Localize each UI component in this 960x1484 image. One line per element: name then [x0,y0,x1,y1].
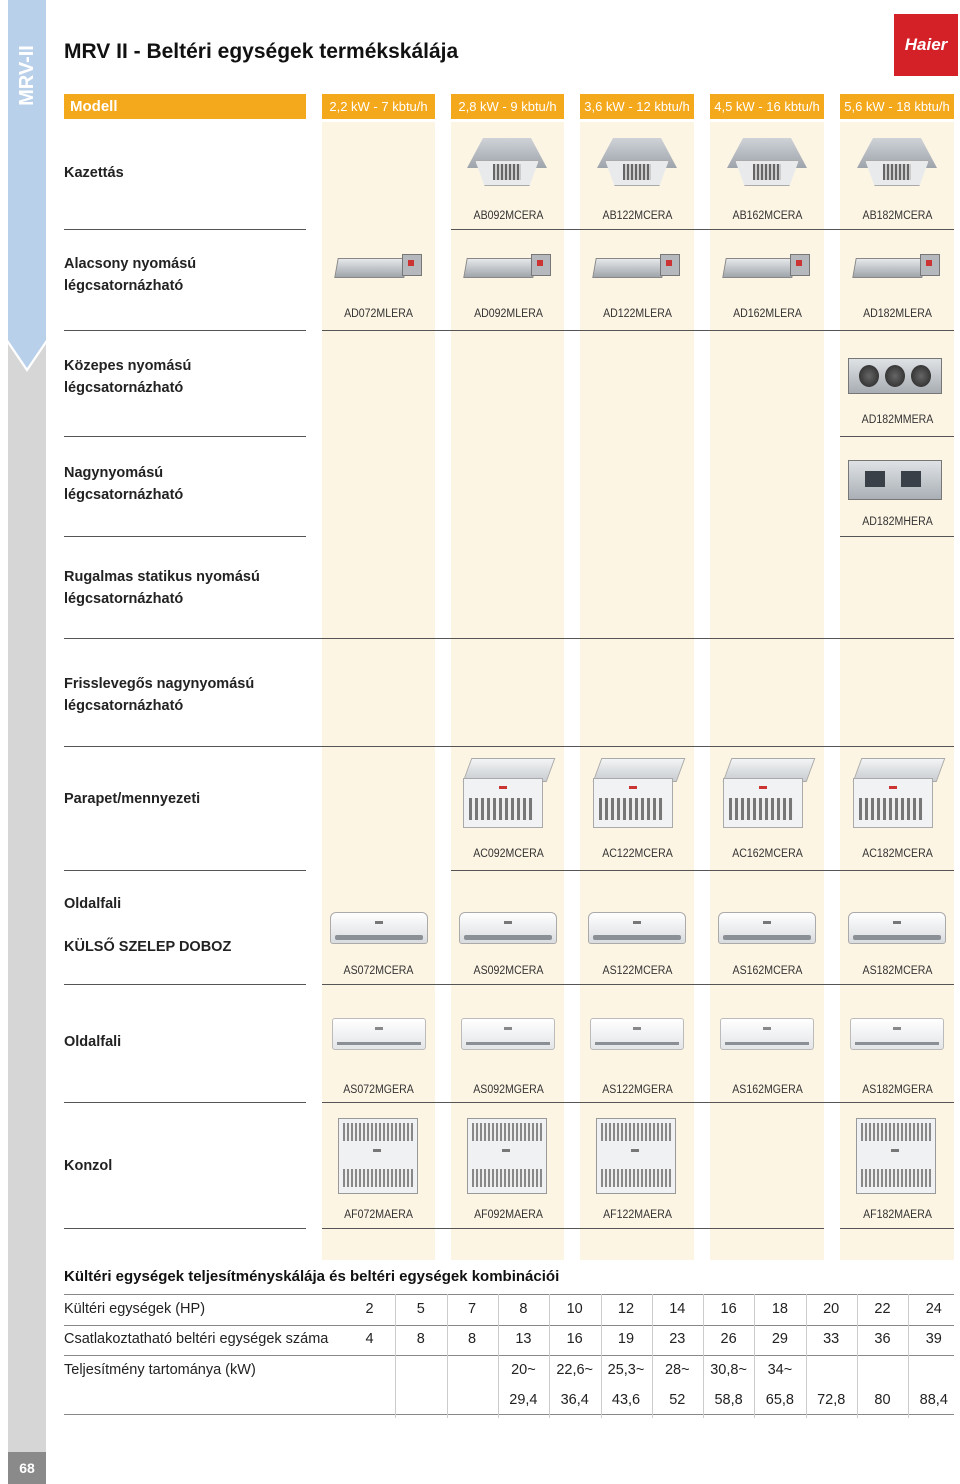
ceiling-unit-image [853,758,941,830]
model-code: AS092MCERA [473,965,544,977]
console-unit-image [596,1118,676,1194]
table-cell: 4 [365,1331,374,1347]
row-label-parapet: Parapet/mennyezeti [64,791,201,807]
row-label-oldalfali-2: Oldalfali [64,1034,122,1050]
model-code: AS122MGERA [602,1084,673,1096]
table-cell: 72,8 [817,1392,846,1408]
table-cell: 43,6 [611,1392,641,1408]
header-capacity-1: 2,2 kW - 7 kbtu/h [322,94,435,119]
table-divider [601,1294,602,1418]
ceiling-unit-image [593,758,681,830]
table-cell: 20 [823,1301,840,1317]
row-label-capacity-range: Teljesítmény tartománya (kW) [64,1362,256,1378]
table-cell: 8 [519,1301,528,1317]
wall-unit-image [332,1018,426,1050]
table-divider [447,1294,448,1418]
wall-unit-image [459,912,557,944]
model-code: AC092MCERA [473,848,544,860]
table-cell: 33 [823,1331,840,1347]
wall-unit-image [718,912,816,944]
table-divider [498,1294,499,1418]
sidebar-gray [8,372,46,1452]
table-divider [395,1294,396,1418]
model-code: AD072MLERA [344,308,413,320]
duct-unit-image [854,254,940,280]
console-unit-image [467,1118,547,1194]
table-cell: 26 [720,1331,737,1347]
console-unit-image [338,1118,418,1194]
table-cell: 29 [771,1331,788,1347]
model-code: AC122MCERA [602,848,673,860]
model-code: AD182MLERA [863,308,932,320]
model-code: AB092MCERA [473,210,544,222]
table-cell: 23 [669,1331,686,1347]
table-cell: 52 [669,1392,686,1408]
ceiling-unit-image [723,758,811,830]
console-unit-image [856,1118,936,1194]
model-code: AS182MCERA [862,965,933,977]
table-divider [703,1294,704,1418]
model-code: AF072MAERA [344,1209,413,1221]
model-code: AB162MCERA [732,210,803,222]
model-code: AD182MHERA [862,516,933,528]
row-label-outdoor-hp: Kültéri egységek (HP) [64,1301,206,1317]
duct-unit-image [336,254,422,280]
header-capacity-5: 5,6 kW - 18 kbtu/h [840,94,954,119]
row-label-indoor-count: Csatlakoztatható beltéri egységek száma [64,1331,329,1347]
table-cell: 14 [669,1301,686,1317]
table-cell: 5 [416,1301,425,1317]
model-code: AS122MCERA [602,965,673,977]
table-cell: 8 [416,1331,425,1347]
table-cell: 22 [874,1301,891,1317]
model-code: AS182MGERA [862,1084,933,1096]
table-cell: 29,4 [509,1392,538,1408]
haier-logo: Haier [894,14,958,76]
cassette-unit-image [597,138,677,188]
model-code: AB122MCERA [602,210,673,222]
header-model: Modell [64,94,306,119]
table-cell: 7 [468,1301,477,1317]
ceiling-unit-image [463,758,551,830]
model-code: AC182MCERA [862,848,933,860]
cassette-unit-image [467,138,547,188]
table-cell: 8 [468,1331,477,1347]
table-divider [857,1294,858,1418]
table-divider [652,1294,653,1418]
model-code: AF122MAERA [603,1209,672,1221]
duct-unit-image [724,254,810,280]
table-cell: 18 [771,1301,788,1317]
cassette-unit-image [857,138,937,188]
header-capacity-2: 2,8 kW - 9 kbtu/h [451,94,564,119]
row-label-oldalfali-1: Oldalfali [64,896,122,912]
wall-unit-image [720,1018,814,1050]
table-cell: 39 [925,1331,942,1347]
page-title: MRV II - Beltéri egységek termékskálája [64,40,459,63]
page-number: 68 [8,1452,46,1484]
wall-unit-image [330,912,428,944]
duct-unit-image [594,254,680,280]
model-code: AB182MCERA [862,210,933,222]
table-cell: 34~ [767,1362,793,1378]
table-cell: 20~ [511,1362,536,1378]
row-label-konzol: Konzol [64,1158,113,1174]
model-code: AD182MMERA [861,414,934,426]
model-code: AC162MCERA [732,848,803,860]
table-cell: 28~ [664,1362,690,1378]
model-code: AD122MLERA [603,308,672,320]
table-divider [908,1294,909,1418]
table-cell: 88,4 [919,1392,948,1408]
sidebar-label: MRV-II [15,44,38,106]
header-capacity-3: 3,6 kW - 12 kbtu/h [580,94,694,119]
wall-unit-image [848,912,946,944]
table-divider [549,1294,550,1418]
table-cell: 19 [617,1331,635,1347]
model-code: AS162MGERA [732,1084,803,1096]
header-capacity-4: 4,5 kW - 16 kbtu/h [710,94,824,119]
model-code: AD162MLERA [733,308,802,320]
model-code: AF092MAERA [474,1209,543,1221]
table-cell: 25,3~ [607,1362,645,1378]
wall-unit-image [588,912,686,944]
row-label-rugalmas: Rugalmas statikus nyomású légcsatornázható [64,569,260,607]
model-code: AS072MGERA [343,1084,414,1096]
wall-unit-image [850,1018,944,1050]
table-cell: 80 [874,1392,891,1408]
table-cell: 36 [874,1331,891,1347]
table-divider [754,1294,755,1418]
row-label-kulso-szelep: KÜLSŐ SZELEP DOBOZ [64,939,232,955]
wall-unit-image [461,1018,555,1050]
duct-unit-image [465,254,551,280]
wall-unit-image [590,1018,684,1050]
cassette-unit-image [727,138,807,188]
table-divider [806,1294,807,1418]
model-code: AS092MGERA [473,1084,544,1096]
table-cell: 10 [566,1301,583,1317]
table-cell: 2 [365,1301,374,1317]
table-cell: 30,8~ [710,1362,747,1378]
row-label-kozepes: Közepes nyomású légcsatornázható [64,358,192,396]
medium-pressure-duct-image [848,358,942,394]
row-label-alacsony: Alacsony nyomású légcsatornázható [64,256,197,294]
row-label-nagy: Nagynyomású légcsatornázható [64,465,184,503]
model-code: AS162MCERA [732,965,803,977]
table-cell: 13 [515,1331,532,1347]
table-cell: 65,8 [765,1392,794,1408]
combination-table-title: Kültéri egységek teljesítményskálája és beltéri egységek kombinációi [64,1268,560,1285]
table-cell: 24 [925,1301,942,1317]
model-code: AD092MLERA [474,308,543,320]
table-cell: 36,4 [560,1392,589,1408]
table-cell: 16 [566,1331,583,1347]
table-cell: 22,6~ [556,1362,594,1378]
row-label-friss: Frisslevegős nagynyomású légcsatornázható [64,676,255,714]
table-cell: 12 [617,1301,635,1317]
table-cell: 58,8 [714,1392,743,1408]
table-cell: 16 [720,1301,737,1317]
row-label-kazettas: Kazettás [64,165,124,181]
model-code: AS072MCERA [343,965,414,977]
model-code: AF182MAERA [863,1209,932,1221]
high-pressure-duct-image [848,460,942,500]
